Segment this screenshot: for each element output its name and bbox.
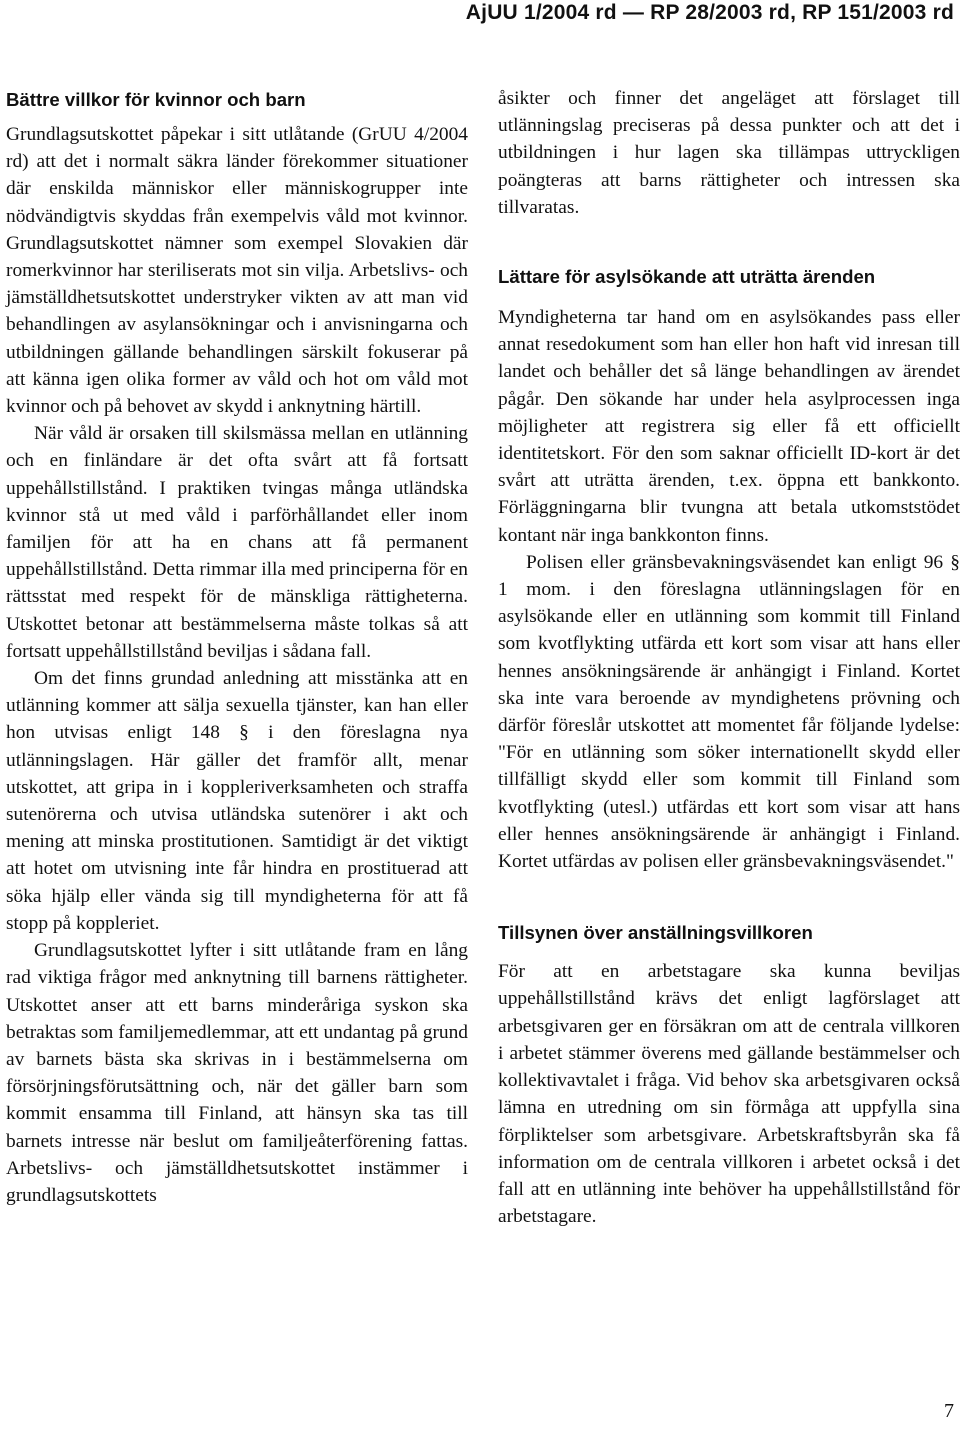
section-heading-women-children: Bättre villkor för kvinnor och barn	[6, 89, 306, 110]
paragraph: Om det finns grundad anledning att misstänka att en utlänning kommer att sälja sexuella tjänster, kan han eller hon utvisas enligt 148 § i den föreslagna nya utlänningslagen. Här gäller det framför allt, menar utskottet, att gripa in i koppleriverksamheten och straffa sutenörerna och utvisa utländska sutenörer i akt och mening att minska prostitutionen. Samtidigt är det viktigt att hotet om utvisning inte får hindra en prostituerad att söka hjälp eller vända sig till myndigheterna för att få stopp på koppleriet.	[6, 668, 468, 934]
paragraph: Grundlagsutskottet påpekar i sitt utlåtande (GrUU 4/2004 rd) att det i normalt säkra länder förekommer situationer där enskilda människor eller människogrupper inte nödvändigtvis skyddas från exempelvis våld mot kvinnor. Grundlagsutskottet nämner som exempel Slovakien där romerkvinnor har steriliserats mot sin vilja. Arbetslivs- och jämställdhetsutskottet understryker vikten av att man vid behandlingen av asylansökningar och i anvisningarna och utbildningen gällande behandlingen särskilt fokuserar på att känna igen olika former av våld och hot om våld mot kvinnor och på behovet av skydd i anknytning härtill.	[6, 124, 468, 418]
paragraph: Polisen eller gränsbevakningsväsendet kan enligt 96 § 1 mom. i den föreslagna utlänningslagen för en asylsökande eller en utlänning som kommit till Finland som kvotflykting utfärda ett kort som visar att hans eller hennes ansökningsärende är anhängigt i Finland. Kortet ska inte vara beroende av myndighetens prövning och därför föreslår utskottet att momentet får följande lydelse: "För en utlänning som söker internationellt skydd eller tillfälligt skydd eller som kommit till Finland som kvotflykting (utesl.) utfärdas ett kort som visar att hans eller hennes ansökningsärende är anhängigt i Finland. Kortet utfärdas av polisen eller gränsbevakningsväsendet."	[498, 551, 960, 873]
section-heading-asylum: Lättare för asylsökande att uträtta ärenden	[498, 266, 876, 288]
section-heading-supervision: Tillsynen över anställningsvillkoren	[498, 922, 813, 944]
left-column	[6, 86, 468, 1209]
right-column	[498, 85, 960, 1230]
running-header: AjUU 1/2004 rd — RP 28/2003 rd, RP 151/2003 rd	[465, 1, 954, 24]
paragraph: När våld är orsaken till skilsmässa mellan en utlänning och en finländare är det ofta svårt att få fortsatt uppehållstillstånd. I praktiken tvingas många utländska kvinnor stå ut med våld i parförhållandet eller inom familjen för att ha en chans att få permanent uppehållstillstånd. Detta rimmar illa med principerna för en rättsstat med respekt för de mänskliga rättigheterna. Utskottet betonar att bestämmelserna måste tolkas så att fortsatt uppehållstillstånd beviljas i sådana fall.	[6, 423, 468, 662]
paragraph: För att en arbetstagare ska kunna beviljas uppehållstillstånd krävs det enligt lagförslaget att arbetsgivaren ger en försäkran om att de centrala villkoren i arbetet stämmer överens med gällande bestämmelser och kollektivavtalet i fråga. Vid behov ska arbetsgivaren också lämna en utredning om sin förmåga att uppfylla sina förpliktelser som arbetsgivare. Arbetskraftsbyrån ska få information om de centrala villkoren i arbetet också i det fall att en utlänning inte behöver ha uppehållstillstånd för arbetstagare.	[498, 961, 960, 1228]
paragraph: Grundlagsutskottet lyfter i sitt utlåtande fram en lång rad viktiga frågor med anknytning till barnens rättigheter. Utskottet anser att ett barns minderåriga syskon ska betraktas som familjemedlemmar, att ett undantag på grund av barnets bästa ska skrivas in i bestämmelserna om försörjningsförutsättning och, när det gäller barn som kommit ensamma till Finland, att hänsyn ska tas till barnets intresse när beslut om familjeåterförening fattas. Arbetslivs- och jämställdhetsutskottet instämmer i grundlagsutskottets	[6, 940, 468, 1206]
page-number: 7	[944, 1400, 954, 1422]
paragraph-continuation: åsikter och finner det angeläget att förslaget till utlänningslag preciseras på dessa punkter och att det i utbildningen i hur lagen ska tillämpas uttryckligen poängteras att barns rättigheter och intressen ska tillvaratas.	[498, 88, 960, 218]
paragraph: Myndigheterna tar hand om en asylsökandes pass eller annat resedokument som han eller hon haft vid inresan till landet och behåller det så länge behandlingen av ärendet pågår. Den sökande har under hela asylprocessen inga möjligheter att registrera sig eller få ett officiellt identitetskort. För den som saknar officiellt ID-kort är det svårt att uträtta ärenden, t.ex. öppna ett bankkonto. Förläggningarna blir tvungna att betala utkomststödet kontant när inga bankkonton finns.	[498, 307, 960, 546]
